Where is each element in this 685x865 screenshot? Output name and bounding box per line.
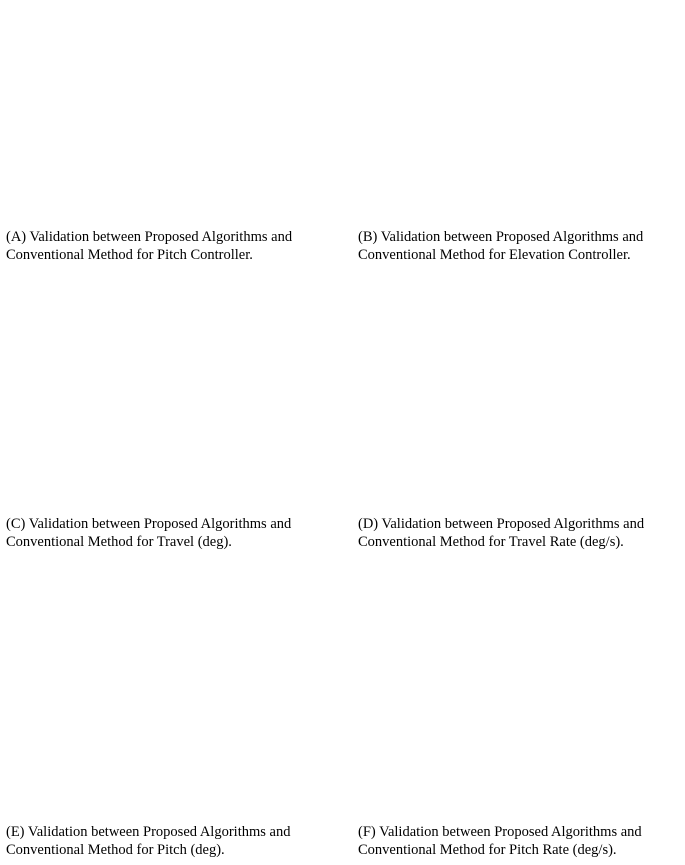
panel-c bbox=[0, 278, 300, 503]
caption-f bbox=[358, 823, 642, 859]
panel-b bbox=[355, 0, 655, 218]
panel-a bbox=[0, 0, 300, 218]
chart-f bbox=[355, 578, 685, 803]
caption-line: (D) Validation between Proposed Algorithms and bbox=[358, 516, 645, 532]
chart-c bbox=[0, 278, 300, 503]
caption-line: Conventional Method for Pitch Controller. bbox=[6, 247, 253, 263]
caption-line: (F) Validation between Proposed Algorithms and bbox=[358, 824, 642, 840]
chart-b bbox=[355, 0, 655, 218]
chart-a bbox=[0, 0, 300, 218]
caption-line: (E) Validation between Proposed Algorithms and bbox=[6, 824, 291, 840]
caption-line: (C) Validation between Proposed Algorithms and bbox=[6, 516, 292, 532]
caption-line: Conventional Method for Elevation Controller. bbox=[358, 247, 631, 263]
caption-line: Conventional Method for Travel Rate (deg/s). bbox=[358, 534, 624, 550]
panel-e bbox=[0, 578, 300, 803]
panel-f bbox=[355, 578, 685, 803]
caption-line: (B) Validation between Proposed Algorithms and bbox=[358, 229, 644, 245]
panel-d bbox=[355, 278, 665, 503]
caption-a bbox=[6, 228, 292, 264]
caption-e bbox=[6, 823, 290, 859]
chart-d bbox=[355, 278, 665, 503]
caption-d bbox=[358, 515, 644, 551]
caption-c bbox=[6, 515, 291, 551]
caption-b bbox=[358, 228, 643, 264]
chart-e bbox=[0, 578, 300, 803]
caption-line: Conventional Method for Pitch (deg). bbox=[6, 842, 225, 858]
caption-line: Conventional Method for Pitch Rate (deg/s). bbox=[358, 842, 617, 858]
caption-line: (A) Validation between Proposed Algorithms and bbox=[6, 229, 293, 245]
caption-line: Conventional Method for Travel (deg). bbox=[6, 534, 232, 550]
